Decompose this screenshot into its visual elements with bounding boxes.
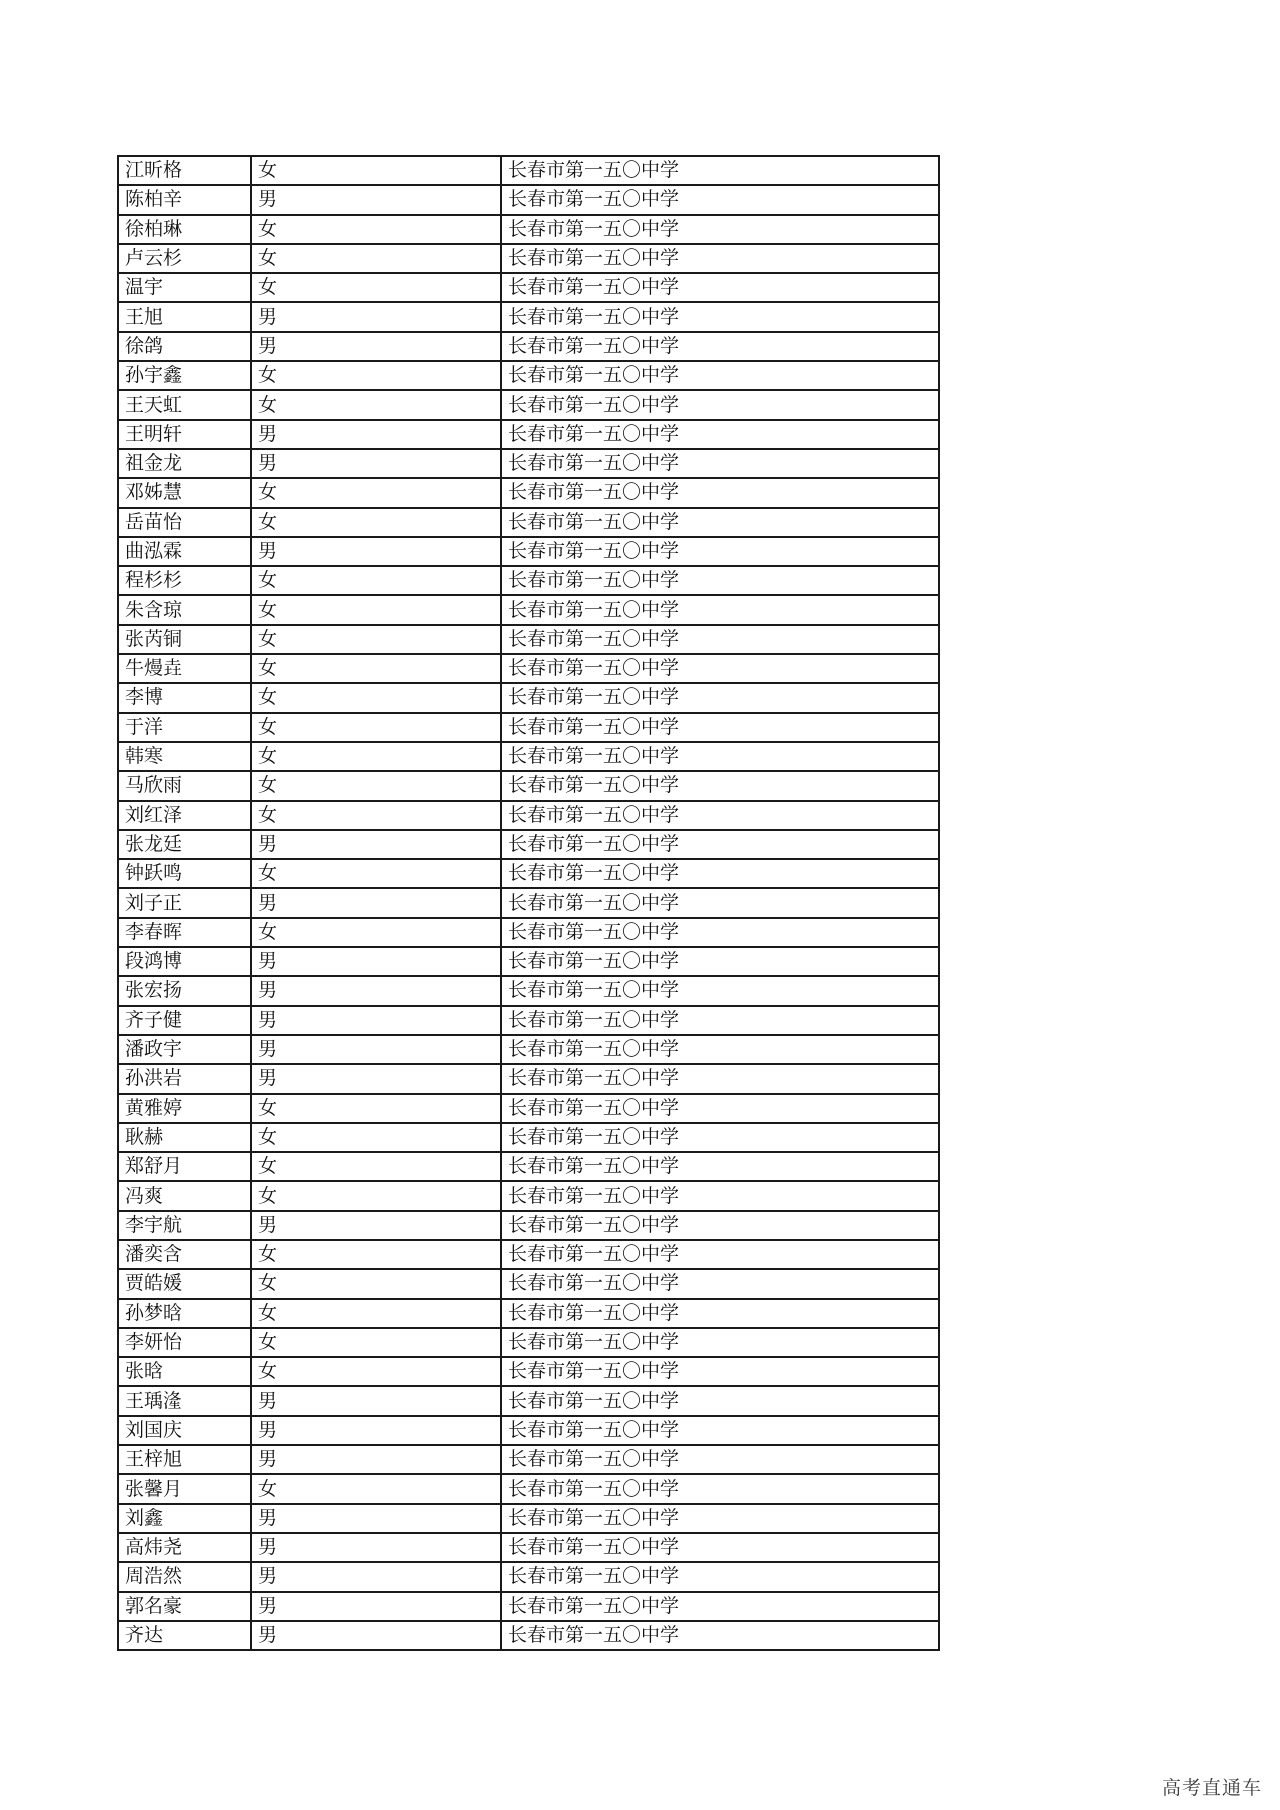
- table-row: [118, 1504, 939, 1533]
- table-row: [118, 244, 939, 273]
- table-row: [118, 1445, 939, 1474]
- gender-cell: 女: [251, 625, 501, 654]
- school-cell: 长春市第一五〇中学: [501, 595, 939, 624]
- gender-cell: 女: [251, 713, 501, 742]
- student-name-cell: 祖金龙: [118, 449, 251, 478]
- school-cell: 长春市第一五〇中学: [501, 654, 939, 683]
- gender-cell: 女: [251, 595, 501, 624]
- gender-cell: 男: [251, 449, 501, 478]
- student-name-cell: 郑舒月: [118, 1152, 251, 1181]
- student-name-cell: 邓姊慧: [118, 478, 251, 507]
- student-name-cell: 陈柏辛: [118, 185, 251, 214]
- student-name-cell: 潘政宇: [118, 1035, 251, 1064]
- student-name-cell: 刘国庆: [118, 1416, 251, 1445]
- table-row: [118, 713, 939, 742]
- table-row: [118, 947, 939, 976]
- gender-cell: 男: [251, 1035, 501, 1064]
- gender-cell: 男: [251, 1416, 501, 1445]
- gender-cell: 女: [251, 244, 501, 273]
- gender-cell: 男: [251, 1386, 501, 1415]
- gender-cell: 女: [251, 508, 501, 537]
- student-name-cell: 李宇航: [118, 1211, 251, 1240]
- gender-cell: 女: [251, 771, 501, 800]
- gender-cell: 男: [251, 1064, 501, 1093]
- school-cell: 长春市第一五〇中学: [501, 1152, 939, 1181]
- table-row: [118, 1211, 939, 1240]
- school-cell: 长春市第一五〇中学: [501, 1592, 939, 1621]
- school-cell: 长春市第一五〇中学: [501, 1386, 939, 1415]
- gender-cell: 女: [251, 273, 501, 302]
- student-name-cell: 岳苗怡: [118, 508, 251, 537]
- school-cell: 长春市第一五〇中学: [501, 1181, 939, 1210]
- table-row: [118, 1328, 939, 1357]
- gender-cell: 女: [251, 1152, 501, 1181]
- school-cell: 长春市第一五〇中学: [501, 449, 939, 478]
- student-name-cell: 高炜尧: [118, 1533, 251, 1562]
- school-cell: 长春市第一五〇中学: [501, 478, 939, 507]
- gender-cell: 女: [251, 478, 501, 507]
- table-row: [118, 859, 939, 888]
- school-cell: 长春市第一五〇中学: [501, 420, 939, 449]
- student-name-cell: 齐达: [118, 1621, 251, 1650]
- gender-cell: 男: [251, 1592, 501, 1621]
- school-cell: 长春市第一五〇中学: [501, 1094, 939, 1123]
- gender-cell: 女: [251, 1328, 501, 1357]
- school-cell: 长春市第一五〇中学: [501, 1240, 939, 1269]
- table-row: [118, 420, 939, 449]
- student-name-cell: 孙梦晗: [118, 1299, 251, 1328]
- gender-cell: 女: [251, 1094, 501, 1123]
- school-cell: 长春市第一五〇中学: [501, 918, 939, 947]
- gender-cell: 男: [251, 1504, 501, 1533]
- table-row: [118, 1299, 939, 1328]
- school-cell: 长春市第一五〇中学: [501, 390, 939, 419]
- school-cell: 长春市第一五〇中学: [501, 508, 939, 537]
- student-name-cell: 刘红泽: [118, 801, 251, 830]
- student-name-cell: 张龙廷: [118, 830, 251, 859]
- student-name-cell: 李博: [118, 683, 251, 712]
- student-name-cell: 牛熳垚: [118, 654, 251, 683]
- student-name-cell: 王天虹: [118, 390, 251, 419]
- gender-cell: 女: [251, 1123, 501, 1152]
- table-row: [118, 478, 939, 507]
- table-row: [118, 888, 939, 917]
- student-name-cell: 于洋: [118, 713, 251, 742]
- student-name-cell: 王旭: [118, 302, 251, 331]
- student-name-cell: 张宏扬: [118, 976, 251, 1005]
- table-row: [118, 215, 939, 244]
- school-cell: 长春市第一五〇中学: [501, 1006, 939, 1035]
- school-cell: 长春市第一五〇中学: [501, 1123, 939, 1152]
- table-row: [118, 801, 939, 830]
- school-cell: 长春市第一五〇中学: [501, 1474, 939, 1503]
- table-row: [118, 625, 939, 654]
- table-row: [118, 566, 939, 595]
- student-name-cell: 韩寒: [118, 742, 251, 771]
- student-name-cell: 周浩然: [118, 1562, 251, 1591]
- table-row: [118, 918, 939, 947]
- gender-cell: 男: [251, 302, 501, 331]
- table-row: [118, 1533, 939, 1562]
- gender-cell: 女: [251, 1474, 501, 1503]
- watermark-text: 高考直通车: [1161, 1777, 1262, 1799]
- table-row: [118, 1094, 939, 1123]
- student-name-cell: 朱含琼: [118, 595, 251, 624]
- student-name-cell: 钟跃鸣: [118, 859, 251, 888]
- student-name-cell: 王瑀湰: [118, 1386, 251, 1415]
- gender-cell: 女: [251, 859, 501, 888]
- gender-cell: 男: [251, 1533, 501, 1562]
- gender-cell: 男: [251, 1621, 501, 1650]
- gender-cell: 男: [251, 537, 501, 566]
- gender-cell: 女: [251, 1357, 501, 1386]
- gender-cell: 女: [251, 156, 501, 185]
- school-cell: 长春市第一五〇中学: [501, 683, 939, 712]
- table-row: [118, 1181, 939, 1210]
- table-row: [118, 332, 939, 361]
- student-name-cell: 李春晖: [118, 918, 251, 947]
- gender-cell: 男: [251, 830, 501, 859]
- school-cell: 长春市第一五〇中学: [501, 156, 939, 185]
- student-name-cell: 江昕格: [118, 156, 251, 185]
- table-row: [118, 654, 939, 683]
- student-name-cell: 段鸿博: [118, 947, 251, 976]
- gender-cell: 男: [251, 976, 501, 1005]
- table-row: [118, 830, 939, 859]
- student-name-cell: 郭名豪: [118, 1592, 251, 1621]
- table-row: [118, 390, 939, 419]
- school-cell: 长春市第一五〇中学: [501, 1533, 939, 1562]
- gender-cell: 男: [251, 185, 501, 214]
- school-cell: 长春市第一五〇中学: [501, 830, 939, 859]
- roster-body: [118, 156, 939, 1650]
- table-row: [118, 361, 939, 390]
- table-row: [118, 537, 939, 566]
- student-name-cell: 温宇: [118, 273, 251, 302]
- school-cell: 长春市第一五〇中学: [501, 537, 939, 566]
- school-cell: 长春市第一五〇中学: [501, 1064, 939, 1093]
- table-row: [118, 683, 939, 712]
- school-cell: 长春市第一五〇中学: [501, 185, 939, 214]
- gender-cell: 男: [251, 888, 501, 917]
- gender-cell: 女: [251, 1269, 501, 1298]
- school-cell: 长春市第一五〇中学: [501, 888, 939, 917]
- gender-cell: 女: [251, 918, 501, 947]
- table-row: [118, 156, 939, 185]
- table-row: [118, 185, 939, 214]
- table-row: [118, 976, 939, 1005]
- gender-cell: 男: [251, 1445, 501, 1474]
- table-row: [118, 1269, 939, 1298]
- student-name-cell: 黄雅婷: [118, 1094, 251, 1123]
- table-row: [118, 273, 939, 302]
- student-name-cell: 刘子正: [118, 888, 251, 917]
- table-row: [118, 449, 939, 478]
- table-row: [118, 1006, 939, 1035]
- gender-cell: 男: [251, 420, 501, 449]
- school-cell: 长春市第一五〇中学: [501, 1504, 939, 1533]
- student-name-cell: 曲泓霖: [118, 537, 251, 566]
- school-cell: 长春市第一五〇中学: [501, 1299, 939, 1328]
- school-cell: 长春市第一五〇中学: [501, 771, 939, 800]
- student-roster-table: [117, 155, 940, 1651]
- school-cell: 长春市第一五〇中学: [501, 244, 939, 273]
- table-row: [118, 1474, 939, 1503]
- table-row: [118, 1035, 939, 1064]
- student-name-cell: 孙洪岩: [118, 1064, 251, 1093]
- student-name-cell: 潘奕含: [118, 1240, 251, 1269]
- gender-cell: 男: [251, 1211, 501, 1240]
- school-cell: 长春市第一五〇中学: [501, 332, 939, 361]
- table-row: [118, 1357, 939, 1386]
- school-cell: 长春市第一五〇中学: [501, 625, 939, 654]
- gender-cell: 男: [251, 332, 501, 361]
- student-name-cell: 张芮铜: [118, 625, 251, 654]
- student-name-cell: 孙宇鑫: [118, 361, 251, 390]
- school-cell: 长春市第一五〇中学: [501, 859, 939, 888]
- gender-cell: 女: [251, 683, 501, 712]
- school-cell: 长春市第一五〇中学: [501, 1328, 939, 1357]
- school-cell: 长春市第一五〇中学: [501, 566, 939, 595]
- student-name-cell: 贾皓媛: [118, 1269, 251, 1298]
- table-row: [118, 595, 939, 624]
- gender-cell: 女: [251, 361, 501, 390]
- gender-cell: 男: [251, 947, 501, 976]
- school-cell: 长春市第一五〇中学: [501, 1035, 939, 1064]
- school-cell: 长春市第一五〇中学: [501, 1269, 939, 1298]
- student-name-cell: 张晗: [118, 1357, 251, 1386]
- school-cell: 长春市第一五〇中学: [501, 801, 939, 830]
- gender-cell: 女: [251, 566, 501, 595]
- table-row: [118, 1064, 939, 1093]
- table-row: [118, 1123, 939, 1152]
- school-cell: 长春市第一五〇中学: [501, 976, 939, 1005]
- student-name-cell: 徐柏琳: [118, 215, 251, 244]
- school-cell: 长春市第一五〇中学: [501, 215, 939, 244]
- table-row: [118, 1621, 939, 1650]
- school-cell: 长春市第一五〇中学: [501, 302, 939, 331]
- student-name-cell: 耿赫: [118, 1123, 251, 1152]
- gender-cell: 女: [251, 801, 501, 830]
- student-name-cell: 王梓旭: [118, 1445, 251, 1474]
- student-name-cell: 马欣雨: [118, 771, 251, 800]
- table-row: [118, 1562, 939, 1591]
- gender-cell: 女: [251, 215, 501, 244]
- table-row: [118, 771, 939, 800]
- student-name-cell: 程杉杉: [118, 566, 251, 595]
- student-name-cell: 张馨月: [118, 1474, 251, 1503]
- table-row: [118, 508, 939, 537]
- gender-cell: 女: [251, 1299, 501, 1328]
- table-row: [118, 1416, 939, 1445]
- school-cell: 长春市第一五〇中学: [501, 1445, 939, 1474]
- student-name-cell: 齐子健: [118, 1006, 251, 1035]
- table-row: [118, 1240, 939, 1269]
- school-cell: 长春市第一五〇中学: [501, 742, 939, 771]
- school-cell: 长春市第一五〇中学: [501, 1416, 939, 1445]
- gender-cell: 女: [251, 742, 501, 771]
- table-row: [118, 1386, 939, 1415]
- school-cell: 长春市第一五〇中学: [501, 1621, 939, 1650]
- school-cell: 长春市第一五〇中学: [501, 1211, 939, 1240]
- school-cell: 长春市第一五〇中学: [501, 947, 939, 976]
- student-name-cell: 冯爽: [118, 1181, 251, 1210]
- gender-cell: 男: [251, 1006, 501, 1035]
- gender-cell: 女: [251, 654, 501, 683]
- school-cell: 长春市第一五〇中学: [501, 1562, 939, 1591]
- gender-cell: 女: [251, 1181, 501, 1210]
- table-row: [118, 1592, 939, 1621]
- school-cell: 长春市第一五〇中学: [501, 273, 939, 302]
- school-cell: 长春市第一五〇中学: [501, 361, 939, 390]
- table-row: [118, 1152, 939, 1181]
- gender-cell: 女: [251, 1240, 501, 1269]
- table-row: [118, 302, 939, 331]
- gender-cell: 女: [251, 390, 501, 419]
- student-name-cell: 王明轩: [118, 420, 251, 449]
- gender-cell: 男: [251, 1562, 501, 1591]
- student-name-cell: 卢云杉: [118, 244, 251, 273]
- school-cell: 长春市第一五〇中学: [501, 713, 939, 742]
- table-row: [118, 742, 939, 771]
- student-name-cell: 徐鸽: [118, 332, 251, 361]
- student-name-cell: 李妍怡: [118, 1328, 251, 1357]
- school-cell: 长春市第一五〇中学: [501, 1357, 939, 1386]
- student-name-cell: 刘鑫: [118, 1504, 251, 1533]
